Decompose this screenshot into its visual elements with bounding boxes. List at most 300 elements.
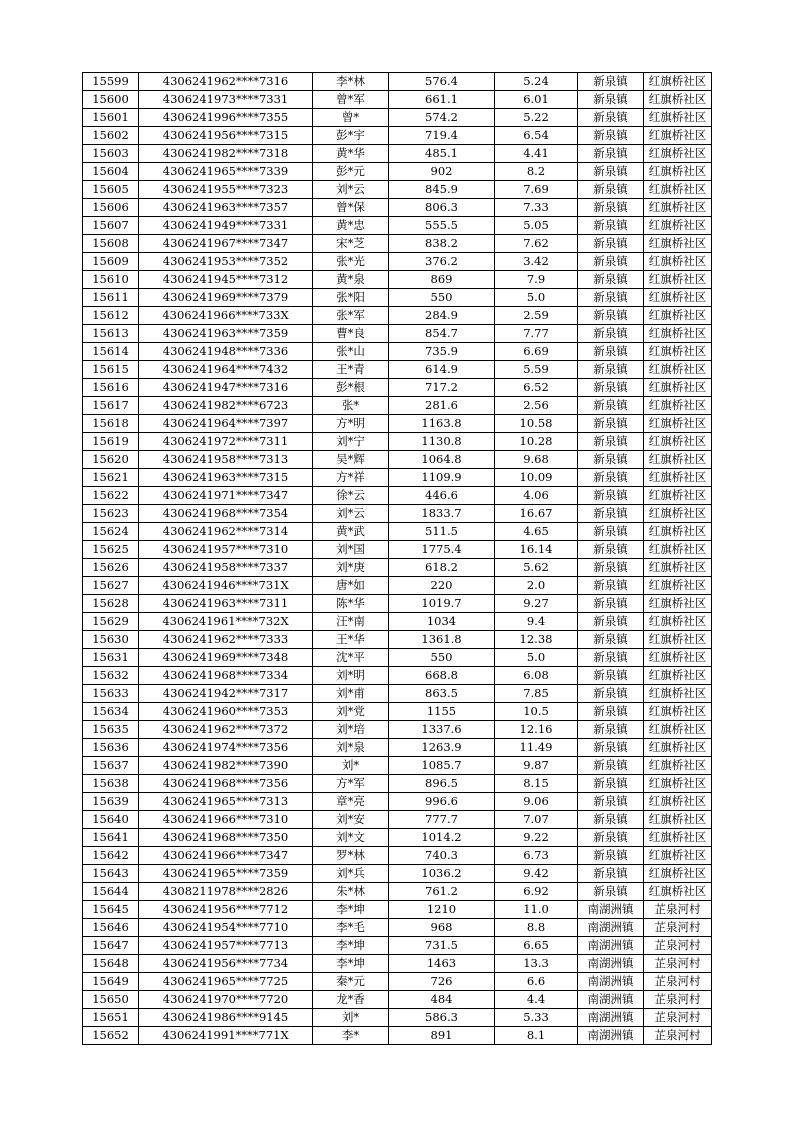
name-cell: 彭*宇 (313, 127, 389, 145)
community-cell: 红旗桥社区 (644, 361, 712, 379)
table-row (83, 775, 712, 793)
quantity-cell: 4.41 (495, 145, 578, 163)
community-cell: 红旗桥社区 (644, 307, 712, 325)
table-row (83, 217, 712, 235)
amount-cell: 574.2 (389, 109, 495, 127)
town-cell: 新泉镇 (578, 847, 644, 865)
community-cell: 红旗桥社区 (644, 433, 712, 451)
amount-cell: 1337.6 (389, 721, 495, 739)
row-number-cell: 15615 (83, 361, 139, 379)
name-cell: 秦*元 (313, 973, 389, 991)
town-cell: 新泉镇 (578, 379, 644, 397)
quantity-cell: 11.0 (495, 901, 578, 919)
table-row (83, 433, 712, 451)
amount-cell: 1085.7 (389, 757, 495, 775)
id-number-cell: 4306241945****7312 (139, 271, 313, 289)
row-number-cell: 15633 (83, 685, 139, 703)
name-cell: 张*山 (313, 343, 389, 361)
table-row (83, 811, 712, 829)
name-cell: 李*坤 (313, 901, 389, 919)
table-row (83, 505, 712, 523)
table-row (83, 163, 712, 181)
town-cell: 新泉镇 (578, 343, 644, 361)
amount-cell: 1463 (389, 955, 495, 973)
amount-cell: 668.8 (389, 667, 495, 685)
amount-cell: 1263.9 (389, 739, 495, 757)
name-cell: 刘*泉 (313, 739, 389, 757)
community-cell: 红旗桥社区 (644, 811, 712, 829)
town-cell: 南湖洲镇 (578, 901, 644, 919)
community-cell: 红旗桥社区 (644, 847, 712, 865)
name-cell: 章*亮 (313, 793, 389, 811)
amount-cell: 586.3 (389, 1009, 495, 1027)
name-cell: 彭*根 (313, 379, 389, 397)
table-row (83, 991, 712, 1009)
table-row (83, 955, 712, 973)
name-cell: 王*华 (313, 631, 389, 649)
row-number-cell: 15610 (83, 271, 139, 289)
town-cell: 新泉镇 (578, 397, 644, 415)
community-cell: 红旗桥社区 (644, 451, 712, 469)
quantity-cell: 6.69 (495, 343, 578, 361)
table-row (83, 883, 712, 901)
community-cell: 红旗桥社区 (644, 127, 712, 145)
id-number-cell: 4306241954****7710 (139, 919, 313, 937)
amount-cell: 1036.2 (389, 865, 495, 883)
row-number-cell: 15647 (83, 937, 139, 955)
id-number-cell: 4306241955****7323 (139, 181, 313, 199)
amount-cell: 863.5 (389, 685, 495, 703)
name-cell: 刘*文 (313, 829, 389, 847)
community-cell: 红旗桥社区 (644, 829, 712, 847)
table-row (83, 847, 712, 865)
town-cell: 南湖洲镇 (578, 1009, 644, 1027)
amount-cell: 838.2 (389, 235, 495, 253)
id-number-cell: 4306241966****733X (139, 307, 313, 325)
name-cell: 刘*云 (313, 181, 389, 199)
town-cell: 新泉镇 (578, 631, 644, 649)
name-cell: 龙*香 (313, 991, 389, 1009)
row-number-cell: 15600 (83, 91, 139, 109)
id-number-cell: 4306241970****7720 (139, 991, 313, 1009)
name-cell: 吴*辉 (313, 451, 389, 469)
table-row (83, 1027, 712, 1045)
row-number-cell: 15642 (83, 847, 139, 865)
table-row (83, 901, 712, 919)
town-cell: 新泉镇 (578, 739, 644, 757)
town-cell: 新泉镇 (578, 649, 644, 667)
town-cell: 南湖洲镇 (578, 937, 644, 955)
quantity-cell: 6.6 (495, 973, 578, 991)
quantity-cell: 6.01 (495, 91, 578, 109)
town-cell: 新泉镇 (578, 595, 644, 613)
town-cell: 新泉镇 (578, 505, 644, 523)
table-row (83, 919, 712, 937)
id-number-cell: 4306241963****7359 (139, 325, 313, 343)
table-row (83, 73, 712, 91)
id-number-cell: 4306241956****7734 (139, 955, 313, 973)
amount-cell: 376.2 (389, 253, 495, 271)
town-cell: 南湖洲镇 (578, 973, 644, 991)
quantity-cell: 2.0 (495, 577, 578, 595)
quantity-cell: 10.09 (495, 469, 578, 487)
community-cell: 芷泉河村 (644, 1027, 712, 1045)
name-cell: 方*军 (313, 775, 389, 793)
town-cell: 新泉镇 (578, 199, 644, 217)
community-cell: 芷泉河村 (644, 973, 712, 991)
row-number-cell: 15601 (83, 109, 139, 127)
row-number-cell: 15625 (83, 541, 139, 559)
name-cell: 张*光 (313, 253, 389, 271)
amount-cell: 996.6 (389, 793, 495, 811)
amount-cell: 806.3 (389, 199, 495, 217)
table-row (83, 973, 712, 991)
name-cell: 黄*忠 (313, 217, 389, 235)
amount-cell: 845.9 (389, 181, 495, 199)
town-cell: 新泉镇 (578, 451, 644, 469)
community-cell: 红旗桥社区 (644, 757, 712, 775)
table-row (83, 739, 712, 757)
name-cell: 曹*良 (313, 325, 389, 343)
row-number-cell: 15626 (83, 559, 139, 577)
quantity-cell: 7.69 (495, 181, 578, 199)
town-cell: 新泉镇 (578, 127, 644, 145)
row-number-cell: 15634 (83, 703, 139, 721)
row-number-cell: 15635 (83, 721, 139, 739)
row-number-cell: 15637 (83, 757, 139, 775)
row-number-cell: 15651 (83, 1009, 139, 1027)
quantity-cell: 6.08 (495, 667, 578, 685)
town-cell: 新泉镇 (578, 217, 644, 235)
amount-cell: 661.1 (389, 91, 495, 109)
amount-cell: 1155 (389, 703, 495, 721)
amount-cell: 1361.8 (389, 631, 495, 649)
community-cell: 红旗桥社区 (644, 181, 712, 199)
amount-cell: 1833.7 (389, 505, 495, 523)
town-cell: 新泉镇 (578, 433, 644, 451)
quantity-cell: 5.33 (495, 1009, 578, 1027)
id-number-cell: 4306241967****7347 (139, 235, 313, 253)
quantity-cell: 7.85 (495, 685, 578, 703)
town-cell: 新泉镇 (578, 829, 644, 847)
town-cell: 新泉镇 (578, 721, 644, 739)
town-cell: 新泉镇 (578, 73, 644, 91)
community-cell: 红旗桥社区 (644, 793, 712, 811)
name-cell: 宋*芝 (313, 235, 389, 253)
row-number-cell: 15623 (83, 505, 139, 523)
id-number-cell: 4306241964****7397 (139, 415, 313, 433)
community-cell: 红旗桥社区 (644, 649, 712, 667)
id-number-cell: 4306241982****6723 (139, 397, 313, 415)
community-cell: 红旗桥社区 (644, 163, 712, 181)
town-cell: 新泉镇 (578, 883, 644, 901)
table-row (83, 937, 712, 955)
row-number-cell: 15638 (83, 775, 139, 793)
row-number-cell: 15609 (83, 253, 139, 271)
quantity-cell: 4.4 (495, 991, 578, 1009)
table-row (83, 1009, 712, 1027)
row-number-cell: 15616 (83, 379, 139, 397)
quantity-cell: 5.59 (495, 361, 578, 379)
quantity-cell: 6.65 (495, 937, 578, 955)
id-number-cell: 4306241962****7333 (139, 631, 313, 649)
quantity-cell: 8.8 (495, 919, 578, 937)
community-cell: 红旗桥社区 (644, 775, 712, 793)
quantity-cell: 9.87 (495, 757, 578, 775)
row-number-cell: 15622 (83, 487, 139, 505)
town-cell: 新泉镇 (578, 703, 644, 721)
name-cell: 黄*华 (313, 145, 389, 163)
row-number-cell: 15632 (83, 667, 139, 685)
table-row (83, 541, 712, 559)
community-cell: 红旗桥社区 (644, 289, 712, 307)
quantity-cell: 5.62 (495, 559, 578, 577)
name-cell: 方*明 (313, 415, 389, 433)
town-cell: 新泉镇 (578, 415, 644, 433)
amount-cell: 576.4 (389, 73, 495, 91)
quantity-cell: 4.06 (495, 487, 578, 505)
id-number-cell: 4306241991****771X (139, 1027, 313, 1045)
table-row (83, 595, 712, 613)
id-number-cell: 4306241964****7432 (139, 361, 313, 379)
row-number-cell: 15648 (83, 955, 139, 973)
id-number-cell: 4306241965****7313 (139, 793, 313, 811)
quantity-cell: 2.59 (495, 307, 578, 325)
name-cell: 刘* (313, 757, 389, 775)
community-cell: 红旗桥社区 (644, 883, 712, 901)
amount-cell: 618.2 (389, 559, 495, 577)
amount-cell: 1163.8 (389, 415, 495, 433)
id-number-cell: 4306241953****7352 (139, 253, 313, 271)
community-cell: 红旗桥社区 (644, 235, 712, 253)
quantity-cell: 8.15 (495, 775, 578, 793)
amount-cell: 614.9 (389, 361, 495, 379)
town-cell: 新泉镇 (578, 667, 644, 685)
amount-cell: 484 (389, 991, 495, 1009)
id-number-cell: 4306241942****7317 (139, 685, 313, 703)
quantity-cell: 10.5 (495, 703, 578, 721)
row-number-cell: 15646 (83, 919, 139, 937)
id-number-cell: 4306241982****7318 (139, 145, 313, 163)
quantity-cell: 11.49 (495, 739, 578, 757)
quantity-cell: 9.06 (495, 793, 578, 811)
quantity-cell: 10.28 (495, 433, 578, 451)
table-row (83, 721, 712, 739)
amount-cell: 902 (389, 163, 495, 181)
community-cell: 红旗桥社区 (644, 145, 712, 163)
name-cell: 汪*南 (313, 613, 389, 631)
amount-cell: 1130.8 (389, 433, 495, 451)
quantity-cell: 12.38 (495, 631, 578, 649)
town-cell: 新泉镇 (578, 235, 644, 253)
row-number-cell: 15618 (83, 415, 139, 433)
table-row (83, 397, 712, 415)
quantity-cell: 6.73 (495, 847, 578, 865)
community-cell: 红旗桥社区 (644, 505, 712, 523)
id-number-cell: 4306241957****7310 (139, 541, 313, 559)
town-cell: 南湖洲镇 (578, 991, 644, 1009)
amount-cell: 550 (389, 289, 495, 307)
table-row (83, 109, 712, 127)
town-cell: 新泉镇 (578, 91, 644, 109)
id-number-cell: 4306241965****7725 (139, 973, 313, 991)
quantity-cell: 8.2 (495, 163, 578, 181)
table-row (83, 703, 712, 721)
amount-cell: 761.2 (389, 883, 495, 901)
amount-cell: 1064.8 (389, 451, 495, 469)
quantity-cell: 9.4 (495, 613, 578, 631)
quantity-cell: 7.07 (495, 811, 578, 829)
quantity-cell: 16.14 (495, 541, 578, 559)
id-number-cell: 4306241974****7356 (139, 739, 313, 757)
name-cell: 张*阳 (313, 289, 389, 307)
name-cell: 李*林 (313, 73, 389, 91)
name-cell: 曾*保 (313, 199, 389, 217)
town-cell: 新泉镇 (578, 469, 644, 487)
quantity-cell: 10.58 (495, 415, 578, 433)
quantity-cell: 6.52 (495, 379, 578, 397)
table-row (83, 685, 712, 703)
name-cell: 刘*国 (313, 541, 389, 559)
id-number-cell: 4308211978****2826 (139, 883, 313, 901)
id-number-cell: 4306241956****7315 (139, 127, 313, 145)
row-number-cell: 15619 (83, 433, 139, 451)
community-cell: 红旗桥社区 (644, 595, 712, 613)
id-number-cell: 4306241968****7334 (139, 667, 313, 685)
amount-cell: 555.5 (389, 217, 495, 235)
name-cell: 方*祥 (313, 469, 389, 487)
table-row (83, 235, 712, 253)
community-cell: 红旗桥社区 (644, 631, 712, 649)
quantity-cell: 5.05 (495, 217, 578, 235)
community-cell: 红旗桥社区 (644, 703, 712, 721)
name-cell: 陈*华 (313, 595, 389, 613)
id-number-cell: 4306241958****7313 (139, 451, 313, 469)
town-cell: 新泉镇 (578, 289, 644, 307)
id-number-cell: 4306241947****7316 (139, 379, 313, 397)
name-cell: 刘*宁 (313, 433, 389, 451)
name-cell: 张*军 (313, 307, 389, 325)
name-cell: 刘*党 (313, 703, 389, 721)
amount-cell: 220 (389, 577, 495, 595)
id-number-cell: 4306241948****7336 (139, 343, 313, 361)
community-cell: 红旗桥社区 (644, 721, 712, 739)
community-cell: 红旗桥社区 (644, 541, 712, 559)
row-number-cell: 15607 (83, 217, 139, 235)
name-cell: 张* (313, 397, 389, 415)
community-cell: 红旗桥社区 (644, 343, 712, 361)
community-cell: 红旗桥社区 (644, 379, 712, 397)
amount-cell: 726 (389, 973, 495, 991)
row-number-cell: 15652 (83, 1027, 139, 1045)
town-cell: 新泉镇 (578, 775, 644, 793)
quantity-cell: 7.62 (495, 235, 578, 253)
town-cell: 新泉镇 (578, 271, 644, 289)
row-number-cell: 15641 (83, 829, 139, 847)
id-number-cell: 4306241963****7357 (139, 199, 313, 217)
quantity-cell: 9.68 (495, 451, 578, 469)
town-cell: 新泉镇 (578, 685, 644, 703)
amount-cell: 1014.2 (389, 829, 495, 847)
id-number-cell: 4306241966****7310 (139, 811, 313, 829)
amount-cell: 896.5 (389, 775, 495, 793)
town-cell: 新泉镇 (578, 145, 644, 163)
name-cell: 李*坤 (313, 955, 389, 973)
name-cell: 唐*如 (313, 577, 389, 595)
id-number-cell: 4306241996****7355 (139, 109, 313, 127)
community-cell: 红旗桥社区 (644, 559, 712, 577)
name-cell: 李*坤 (313, 937, 389, 955)
id-number-cell: 4306241963****7311 (139, 595, 313, 613)
id-number-cell: 4306241969****7348 (139, 649, 313, 667)
amount-cell: 446.6 (389, 487, 495, 505)
table-row (83, 343, 712, 361)
town-cell: 新泉镇 (578, 163, 644, 181)
table-row (83, 127, 712, 145)
name-cell: 黄*武 (313, 523, 389, 541)
name-cell: 刘*培 (313, 721, 389, 739)
table-row (83, 307, 712, 325)
town-cell: 新泉镇 (578, 541, 644, 559)
name-cell: 刘*云 (313, 505, 389, 523)
row-number-cell: 15650 (83, 991, 139, 1009)
row-number-cell: 15605 (83, 181, 139, 199)
amount-cell: 550 (389, 649, 495, 667)
quantity-cell: 16.67 (495, 505, 578, 523)
community-cell: 芷泉河村 (644, 955, 712, 973)
community-cell: 红旗桥社区 (644, 397, 712, 415)
table-row (83, 559, 712, 577)
amount-cell: 1019.7 (389, 595, 495, 613)
quantity-cell: 9.42 (495, 865, 578, 883)
table-row (83, 253, 712, 271)
id-number-cell: 4306241956****7712 (139, 901, 313, 919)
row-number-cell: 15603 (83, 145, 139, 163)
community-cell: 红旗桥社区 (644, 199, 712, 217)
community-cell: 红旗桥社区 (644, 217, 712, 235)
row-number-cell: 15606 (83, 199, 139, 217)
town-cell: 新泉镇 (578, 523, 644, 541)
town-cell: 新泉镇 (578, 811, 644, 829)
quantity-cell: 5.0 (495, 649, 578, 667)
community-cell: 芷泉河村 (644, 901, 712, 919)
id-number-cell: 4306241973****7331 (139, 91, 313, 109)
table-body (83, 73, 712, 1045)
table-row (83, 379, 712, 397)
amount-cell: 281.6 (389, 397, 495, 415)
quantity-cell: 7.33 (495, 199, 578, 217)
row-number-cell: 15639 (83, 793, 139, 811)
town-cell: 新泉镇 (578, 613, 644, 631)
amount-cell: 869 (389, 271, 495, 289)
id-number-cell: 4306241972****7311 (139, 433, 313, 451)
town-cell: 新泉镇 (578, 757, 644, 775)
community-cell: 红旗桥社区 (644, 487, 712, 505)
name-cell: 刘* (313, 1009, 389, 1027)
name-cell: 刘*庚 (313, 559, 389, 577)
quantity-cell: 5.22 (495, 109, 578, 127)
name-cell: 李* (313, 1027, 389, 1045)
quantity-cell: 5.24 (495, 73, 578, 91)
quantity-cell: 12.16 (495, 721, 578, 739)
table-row (83, 181, 712, 199)
row-number-cell: 15629 (83, 613, 139, 631)
community-cell: 红旗桥社区 (644, 415, 712, 433)
table-row (83, 793, 712, 811)
table-row (83, 757, 712, 775)
town-cell: 新泉镇 (578, 793, 644, 811)
name-cell: 刘*甫 (313, 685, 389, 703)
